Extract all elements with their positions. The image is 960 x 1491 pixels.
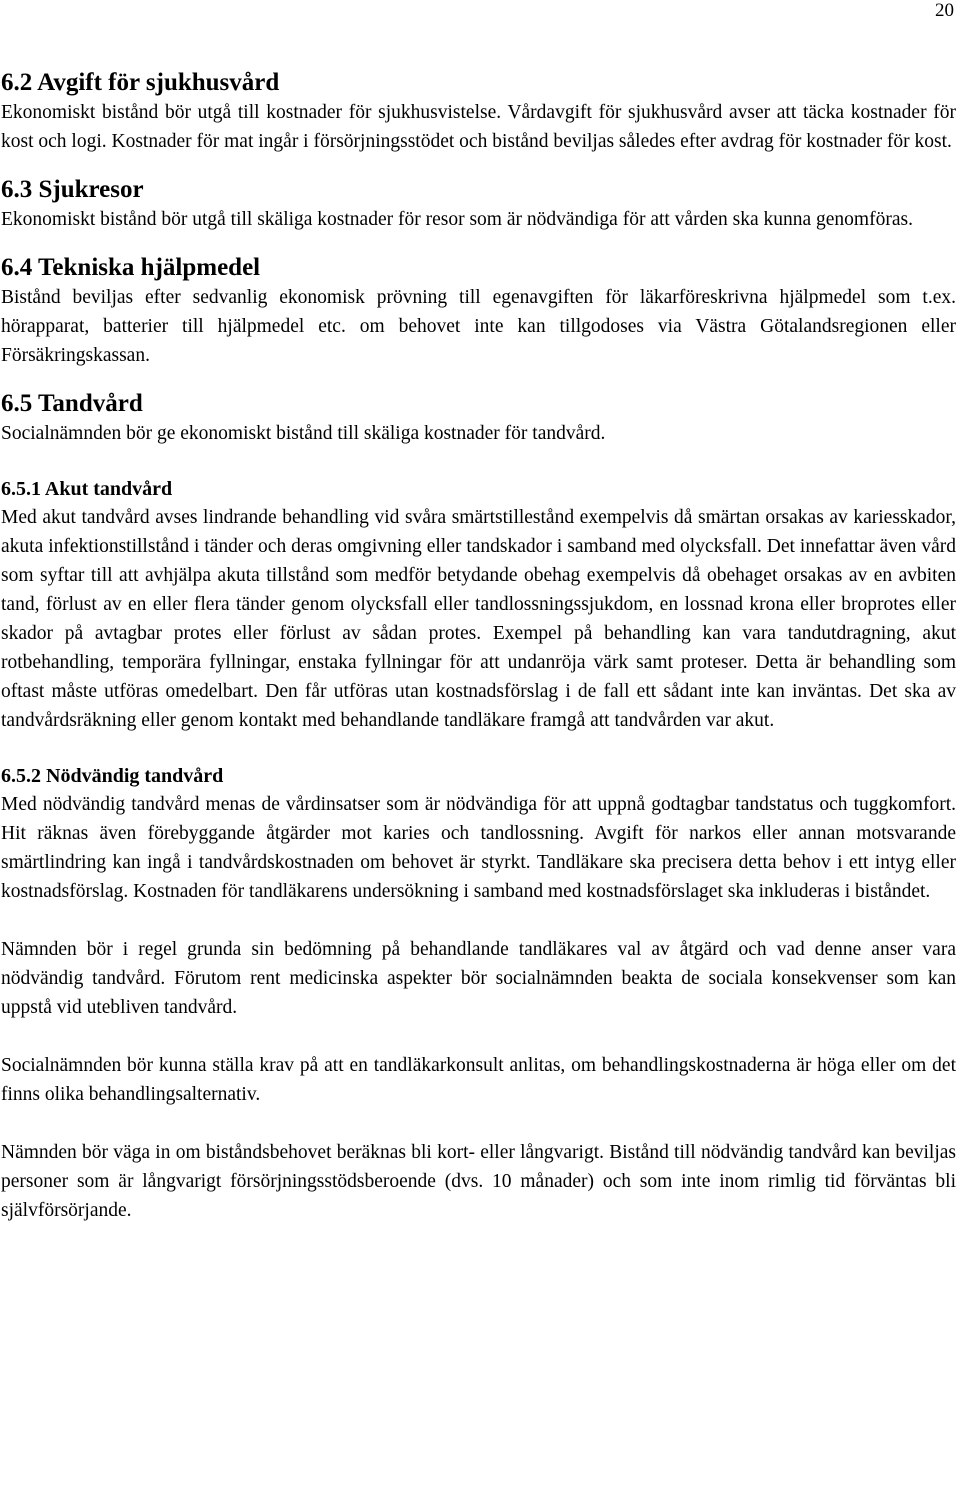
document-body [1, 68, 956, 1225]
section-paragraph: Socialnämnden bör ge ekonomiskt bistånd till skäliga kostnader för tandvård. [1, 423, 606, 444]
section-paragraph: Bistånd beviljas efter sedvanlig ekonomisk prövning till egenavgiften för läkarföreskrivna hjälpmedel som t.ex. hörapparat, batterier till hjälpmedel etc. om behovet inte kan tillgodoses via Västra Götalandsregionen eller Försäkringskassan. [1, 287, 956, 366]
section-6-4 [1, 253, 956, 370]
subsection-heading: 6.5.2 Nödvändig tandvård [1, 765, 224, 787]
section-6-5 [1, 389, 956, 448]
section-6-5-1 [1, 475, 956, 735]
section-6-5-2 [1, 762, 956, 1225]
section-paragraph: Ekonomiskt bistånd bör utgå till skäliga kostnader för resor som är nödvändiga för att vården ska kunna genomföras. [1, 209, 913, 230]
section-paragraph: Med akut tandvård avses lindrande behandling vid svåra smärtstillestånd exempelvis då smärtan orsakas av kariesskador, akuta infektionstillstånd i tänder och deras omgivning eller tandskador i samband med olycksfall. Det innefattar även vård som syftar till att avhjälpa akuta tillstånd som medför betydande obehag exempelvis då obehaget orsakas av en avbiten tand, förlust av en eller flera tänder genom olycksfall eller tandlossningssjukdom, en lossnad krona eller broprotes eller skador på avtagbar protes eller förlust av sådan protes. Exempel på behandling kan vara tandutdragning, akut rotbehandling, temporära fyllningar, enstaka fyllningar för att undanröja värk samt proteser. Detta är behandling som oftast måste utföras omedelbart. Den får utföras utan kostnadsförslag i de fall ett sådant inte kan inväntas. Det ska av tandvårdsräkning eller genom kontakt med behandlande tandläkare framgå att tandvården var akut. [1, 507, 956, 731]
section-heading: 6.2 Avgift för sjukhusvård [1, 69, 280, 96]
section-heading: 6.5 Tandvård [1, 390, 143, 417]
section-heading: 6.4 Tekniska hjälpmedel [1, 254, 261, 281]
section-paragraph: Ekonomiskt bistånd bör utgå till kostnader för sjukhusvistelse. Vårdavgift för sjukhusvård avser att täcka kostnader för kost och logi. Kostnader för mat ingår i försörjningsstödet och bistånd beviljas således efter avdrag för kostnader för kost. [1, 102, 956, 152]
section-6-2 [1, 68, 956, 156]
section-paragraph: Nämnden bör i regel grunda sin bedömning på behandlande tandläkares val av åtgärd och vad denne anser vara nödvändig tandvård. Förutom rent medicinska aspekter bör socialnämnden beakta de sociala konsekvenser som kan uppstå vid utebliven tandvård. [1, 939, 956, 1018]
page-number: 20 [935, 0, 954, 21]
section-paragraph: Nämnden bör väga in om biståndsbehovet beräknas bli kort- eller långvarigt. Bistånd till nödvändig tandvård kan beviljas personer som är långvarigt försörjningsstödsberoende (dvs. 10 månader) och som inte inom rimlig tid förväntas bli självförsörjande. [1, 1142, 956, 1221]
section-6-3 [1, 175, 956, 234]
section-paragraph: Med nödvändig tandvård menas de vårdinsatser som är nödvändiga för att uppnå godtagbar tandstatus och tuggkomfort. Hit räknas även förebyggande åtgärder mot karies och tandlossning. Avgift för narkos eller annan motsvarande smärtlindring kan ingå i tandvårdskostnaden om behovet är styrkt. Tandläkare ska precisera detta behov i ett intyg eller kostnadsförslag. Kostnaden för tandläkarens undersökning i samband med kostnadsförslaget ska inkluderas i biståndet. [1, 794, 956, 902]
section-heading: 6.3 Sjukresor [1, 176, 144, 203]
subsection-heading: 6.5.1 Akut tandvård [1, 478, 173, 500]
section-paragraph: Socialnämnden bör kunna ställa krav på att en tandläkarkonsult anlitas, om behandlingskostnaderna är höga eller om det finns olika behandlingsalternativ. [1, 1055, 956, 1105]
